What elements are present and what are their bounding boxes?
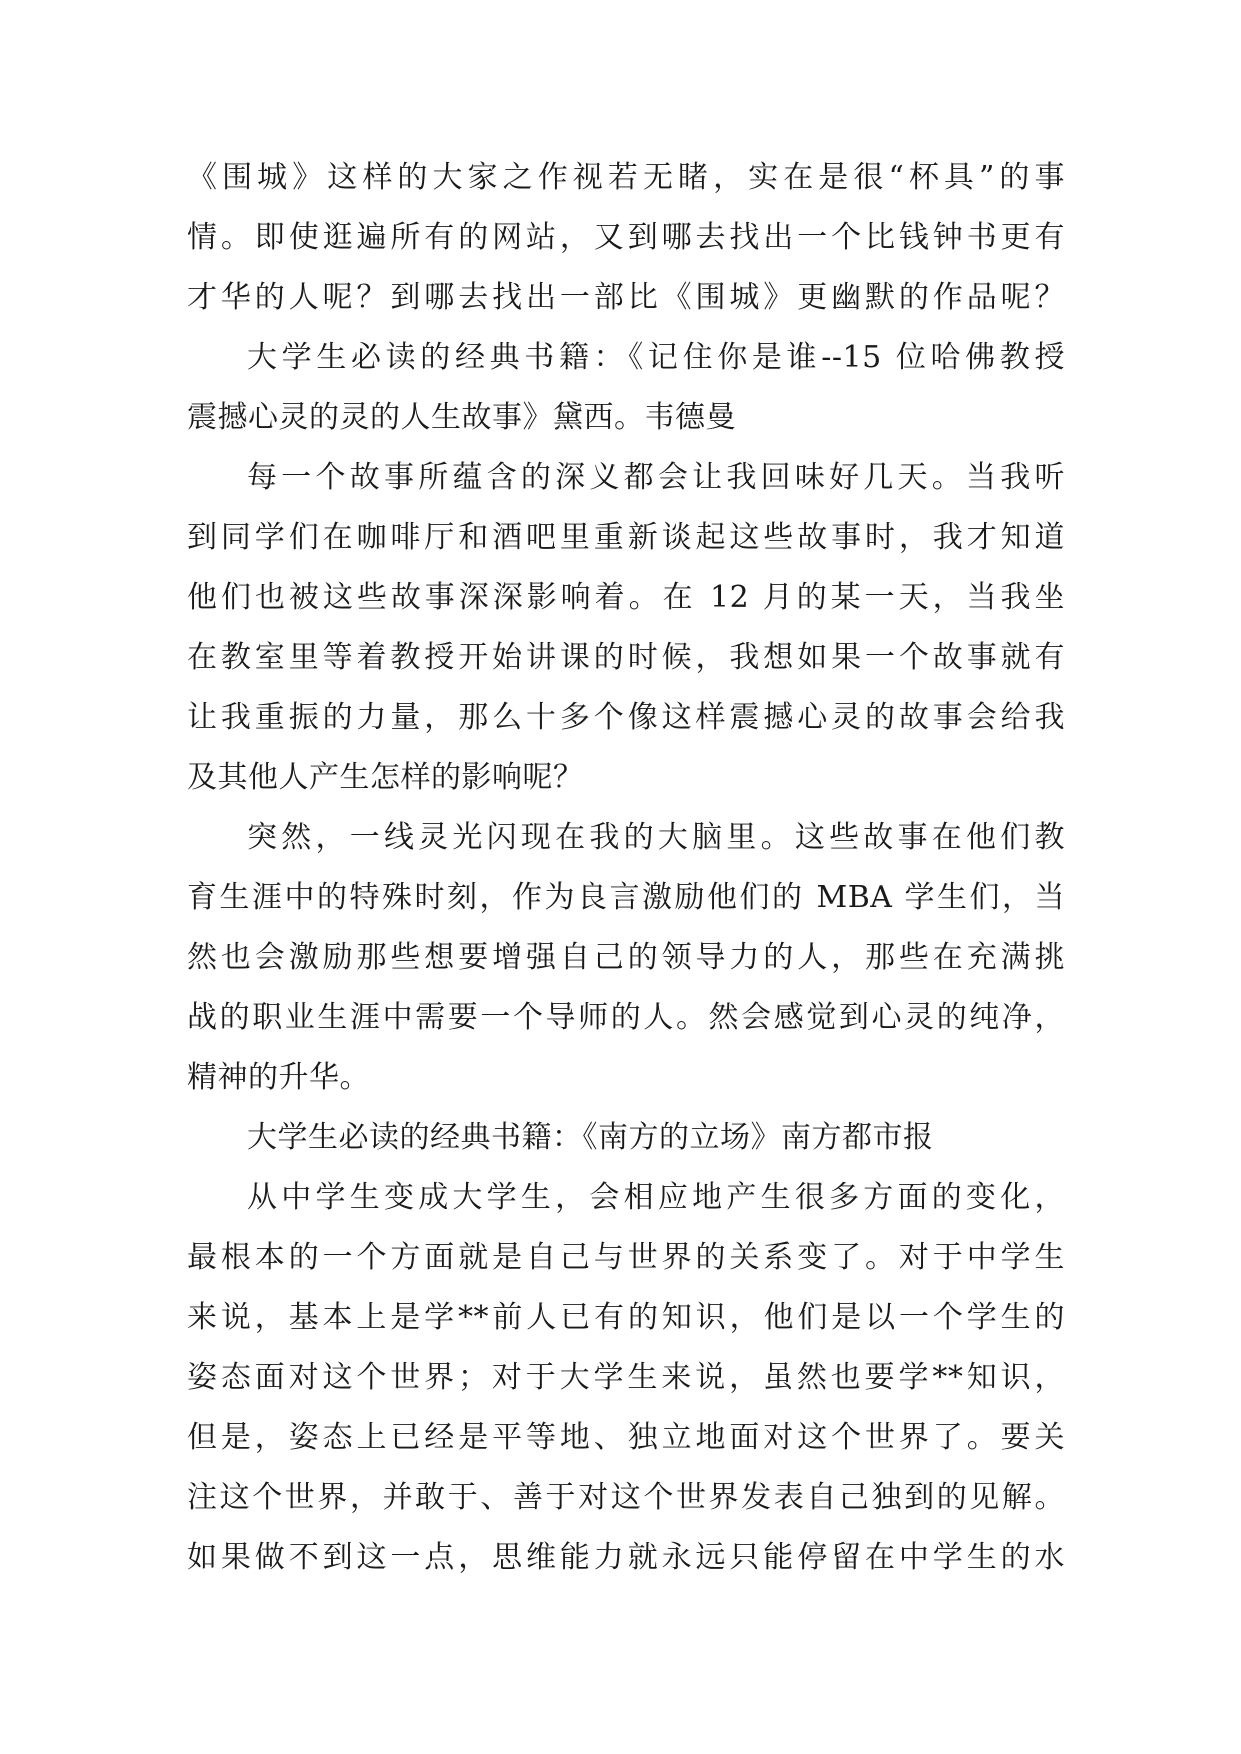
text-line: 但是，姿态上已经是平等地、独立地面对这个世界了。要关: [187, 1420, 1065, 1455]
text-line: 战的职业生涯中需要一个导师的人。然会感觉到心灵的纯净，: [187, 1000, 1065, 1035]
text-line: 育生涯中的特殊时刻，作为良言激励他们的 MBA 学生们，当: [187, 880, 1065, 915]
paragraph-book-title-nanfang: [187, 1108, 1065, 1168]
text-line: 震撼心灵的灵的人生故事》黛西。韦德曼: [187, 400, 736, 435]
text-line: 到同学们在咖啡厅和酒吧里重新谈起这些故事时，我才知道: [187, 520, 1065, 555]
text-line: 然也会激励那些想要增强自己的领导力的人，那些在充满挑: [187, 940, 1065, 975]
text-line: 在教室里等着教授开始讲课的时候，我想如果一个故事就有: [187, 640, 1065, 675]
paragraph-book-title-harvard: [187, 328, 1065, 448]
text-line: 精神的升华。: [187, 1060, 370, 1095]
text-line: 从中学生变成大学生，会相应地产生很多方面的变化，: [247, 1180, 1065, 1215]
text-line: 才华的人呢？到哪去找出一部比《围城》更幽默的作品呢？: [187, 280, 1065, 315]
text-line: 来说，基本上是学**前人已有的知识，他们是以一个学生的: [187, 1300, 1065, 1335]
text-line: 如果做不到这一点，思维能力就永远只能停留在中学生的水: [187, 1540, 1065, 1575]
text-line: 突然，一线灵光闪现在我的大脑里。这些故事在他们教: [247, 820, 1065, 855]
document-body: [187, 148, 1065, 1588]
text-line: 大学生必读的经典书籍：《记住你是谁--15 位哈佛教授: [247, 340, 1065, 375]
paragraph-inspiration: [187, 808, 1065, 1108]
text-line: 《围城》这样的大家之作视若无睹，实在是很“杯具”的事: [187, 160, 1065, 195]
text-line: 让我重振的力量，那么十多个像这样震撼心灵的故事会给我: [187, 700, 1065, 735]
text-line: 及其他人产生怎样的影响呢？: [187, 760, 584, 795]
paragraph-weicheng-continued: [187, 148, 1065, 328]
text-line: 每一个故事所蕴含的深义都会让我回味好几天。当我听: [247, 460, 1065, 495]
text-line: 注这个世界，并敢于、善于对这个世界发表自己独到的见解。: [187, 1480, 1065, 1515]
text-line: 大学生必读的经典书籍：《南方的立场》南方都市报: [247, 1120, 934, 1155]
paragraph-student-change: [187, 1168, 1065, 1588]
text-line: 他们也被这些故事深深影响着。在 12 月的某一天，当我坐: [187, 580, 1065, 615]
text-line: 情。即使逛遍所有的网站，又到哪去找出一个比钱钟书更有: [187, 220, 1065, 255]
paragraph-story-impact: [187, 448, 1065, 808]
text-line: 最根本的一个方面就是自己与世界的关系变了。对于中学生: [187, 1240, 1065, 1275]
text-line: 姿态面对这个世界；对于大学生来说，虽然也要学**知识，: [187, 1360, 1065, 1395]
